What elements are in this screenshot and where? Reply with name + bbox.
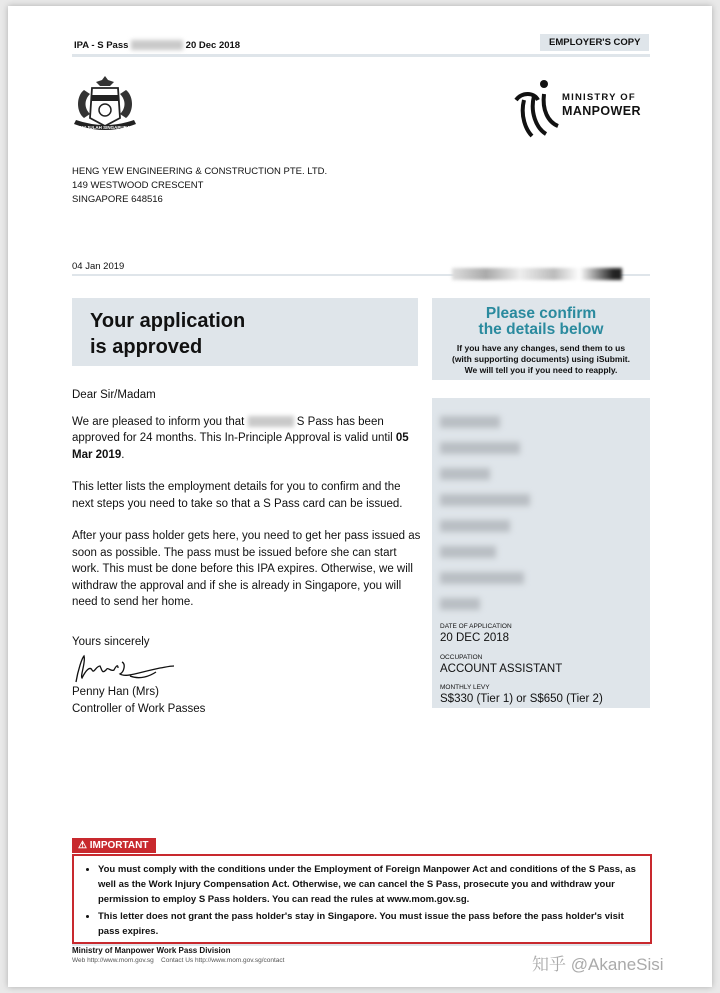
reference-prefix: IPA - S Pass	[74, 40, 129, 51]
redacted-strip	[452, 268, 622, 280]
details-panel	[432, 398, 650, 708]
important-tab	[72, 838, 156, 853]
confirm-note-line2: (with supporting documents) using iSubmit.	[451, 354, 630, 364]
redacted-name	[248, 416, 294, 427]
footer-division: Ministry of Manpower Work Pass Division	[72, 946, 231, 955]
title-line2: is approved	[90, 336, 203, 358]
city-postcode: SINGAPORE 648516	[72, 194, 163, 205]
ministry-line1: MINISTRY OF	[562, 92, 636, 103]
paragraph-approval-middle: S Pass has been approved for 24 months. This In-Principle Approval is valid until	[72, 415, 393, 444]
ministry-line2: MANPOWER	[562, 104, 641, 118]
reference-line	[74, 40, 240, 51]
paragraph-next-steps: After your pass holder gets here, you need to get her pass issued as soon as possible. The pass must be issued before she can start work. This must be done before this IPA expires. Otherwise, we will withdraw the approval and if she is already in Singapore, you will need to send her home.	[72, 530, 421, 608]
confirm-details-box	[432, 298, 650, 380]
confirm-note-line1: If you have any changes, send them to us	[456, 343, 626, 353]
signatory-name: Penny Han (Mrs)	[72, 686, 159, 698]
levy-value: S$330 (Tier 1) or S$650 (Tier 2)	[440, 693, 603, 705]
salutation: Dear Sir/Madam	[72, 389, 156, 401]
important-label: IMPORTANT	[89, 840, 149, 851]
ipa-expiry-date: 05 Mar 2019	[72, 432, 409, 461]
application-date-label: DATE OF APPLICATION	[440, 623, 512, 630]
important-bullet-2: • This letter does not grant the pass holder's stay in Singapore. You must issue the pass before the pass holder's visit pass expires.	[98, 909, 642, 939]
occupation-label: OCCUPATION	[440, 654, 483, 661]
paragraph-details: This letter lists the employment details for you to confirm and the next steps you need to take so that a S Pass card can be issued.	[72, 481, 403, 510]
approval-title-box	[72, 298, 418, 366]
paragraph-approval	[72, 414, 422, 464]
letter-body	[72, 387, 422, 627]
header-divider	[72, 54, 650, 57]
contact-label: Contact Us	[161, 957, 194, 964]
warning-icon: ⚠	[78, 840, 87, 851]
confirm-title-line1: Please confirm	[485, 305, 597, 322]
important-notice	[72, 854, 652, 944]
singapore-crest-icon	[70, 74, 140, 136]
web-label: Web	[72, 957, 86, 964]
copy-label: EMPLOYER'S COPY	[540, 34, 649, 51]
confirm-note	[432, 343, 650, 376]
levy-label: MONTHLY LEVY	[440, 684, 490, 691]
mom-figure-icon	[508, 78, 564, 142]
contact-link[interactable]: http://www.mom.gov.sg/contact	[194, 957, 285, 964]
letter-page	[8, 6, 712, 987]
confirm-title-line2: the details below	[478, 321, 604, 338]
confirm-note-line3: We will tell you if you need to reapply.	[464, 365, 618, 375]
company-name: HENG YEW ENGINEERING & CONSTRUCTION PTE. LTD.	[72, 166, 328, 177]
redacted-details	[440, 406, 560, 616]
application-date-value: 20 DEC 2018	[440, 632, 510, 644]
title-line1: Your application	[90, 310, 246, 332]
important-bullet-1: • You must comply with the conditions under the Employment of Foreign Manpower Act and conditions of the S Pass, as well as the Work Injury Compensation Act. Otherwise, we can cancel the S Pass, prosecute you and withdraw your permission to employ S Pass holders. You can read the rules at www.mom.gov.sg.	[98, 862, 642, 907]
confirm-title	[432, 306, 650, 338]
employer-address	[72, 165, 327, 207]
closing: Yours sincerely	[72, 636, 150, 648]
important-list	[78, 862, 642, 939]
watermark: 知乎 @AkaneSisi	[532, 955, 664, 974]
occupation-value: ACCOUNT ASSISTANT	[440, 663, 563, 675]
reference-date: 20 Dec 2018	[185, 40, 241, 51]
ministry-logo	[508, 78, 658, 142]
letter-date: 04 Jan 2019	[72, 261, 125, 272]
signatory	[72, 684, 205, 718]
web-link[interactable]: http://www.mom.gov.sg	[87, 957, 154, 964]
crest-motto: MAJULAH SINGAPURA	[79, 125, 131, 130]
approval-title	[90, 308, 245, 360]
paragraph-approval-end: .	[121, 448, 125, 461]
paragraph-approval-start: We are pleased to inform you that	[72, 415, 245, 428]
street-address: 149 WESTWOOD CRESCENT	[72, 180, 204, 191]
redacted-reference	[131, 40, 183, 50]
signatory-role: Controller of Work Passes	[72, 703, 206, 715]
signature-image	[70, 652, 180, 688]
